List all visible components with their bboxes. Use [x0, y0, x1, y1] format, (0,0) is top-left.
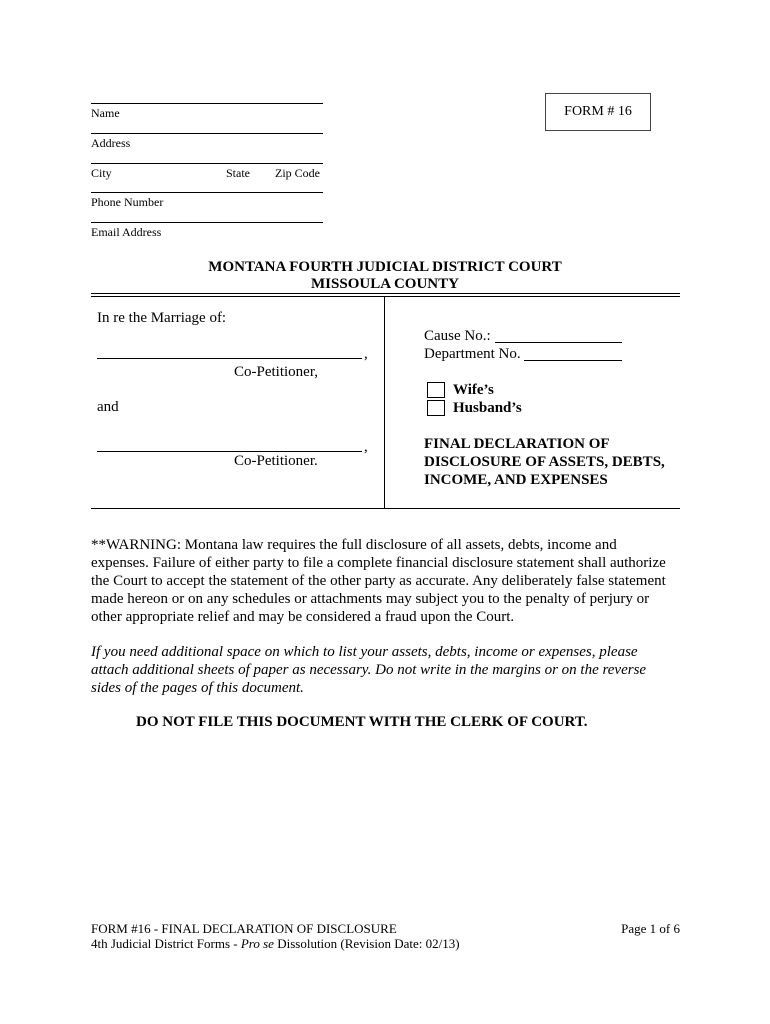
- footer-revision: [91, 936, 460, 951]
- form-number-box: [545, 93, 651, 131]
- copetitioner1-label: Co-Petitioner,: [234, 364, 318, 380]
- cause-no-line[interactable]: [495, 342, 622, 343]
- email-label: Email Address: [91, 225, 162, 239]
- document-title-line3: INCOME, AND EXPENSES: [424, 472, 608, 488]
- footer-page-number: Page 1 of 6: [621, 921, 680, 936]
- comma-2: ,: [364, 439, 368, 455]
- state-label: State: [226, 166, 250, 180]
- footer-revision-italic: Pro se: [240, 936, 274, 951]
- do-not-file-notice: DO NOT FILE THIS DOCUMENT WITH THE CLERK OF COURT.: [136, 714, 588, 730]
- and-label: and: [97, 399, 119, 415]
- name-line[interactable]: [91, 103, 323, 104]
- in-re-label: In re the Marriage of:: [97, 310, 227, 326]
- copetitioner1-line[interactable]: [97, 358, 362, 359]
- instruction-line-3: sides of the pages of this document.: [91, 680, 304, 696]
- email-line[interactable]: [91, 222, 323, 223]
- husband-checkbox[interactable]: [427, 400, 445, 416]
- instruction-line-1: If you need additional space on which to list your assets, debts, income or expenses, please: [91, 644, 638, 660]
- comma-1: ,: [364, 346, 368, 362]
- caption-bottom-rule: [91, 508, 680, 509]
- instruction-paragraph: [91, 643, 681, 697]
- address-line[interactable]: [91, 133, 323, 134]
- phone-label: Phone Number: [91, 195, 164, 209]
- wife-label: Wife’s: [453, 382, 494, 398]
- husband-label: Husband’s: [453, 400, 522, 416]
- footer-revision-post: Dissolution (Revision Date: 02/13): [273, 936, 460, 951]
- court-county: MISSOULA COUNTY: [311, 276, 459, 292]
- caption-top-rule-2: [91, 296, 680, 297]
- name-label: Name: [91, 106, 120, 120]
- caption-divider: [384, 297, 385, 508]
- zip-label: Zip Code: [275, 166, 320, 180]
- warning-line-2: expenses. Failure of either party to file a complete financial disclosure statement shall authorize: [91, 555, 666, 571]
- document-title-line1: FINAL DECLARATION OF: [424, 436, 610, 452]
- city-label: City: [91, 166, 112, 180]
- court-name: MONTANA FOURTH JUDICIAL DISTRICT COURT: [208, 259, 562, 275]
- caption-top-rule: [91, 293, 680, 294]
- department-no-line[interactable]: [524, 360, 622, 361]
- form-number: FORM # 16: [564, 104, 632, 119]
- document-title-line2: DISCLOSURE OF ASSETS, DEBTS,: [424, 454, 665, 470]
- footer-form-title: FORM #16 - FINAL DECLARATION OF DISCLOSURE: [91, 921, 397, 936]
- phone-line[interactable]: [91, 192, 323, 193]
- wife-checkbox[interactable]: [427, 382, 445, 398]
- copetitioner2-line[interactable]: [97, 451, 362, 452]
- warning-paragraph: [91, 536, 681, 626]
- instruction-line-2: attach additional sheets of paper as necessary. Do not write in the margins or on the reverse: [91, 662, 647, 678]
- warning-line-5: other appropriate relief and may be considered a fraud upon the Court.: [91, 609, 515, 625]
- address-label: Address: [91, 136, 131, 150]
- warning-line-3: the Court to accept the statement of the other party as accurate. Any deliberately false statement: [91, 573, 666, 589]
- warning-line-4: made hereon or on any schedules or attachments may subject you to the penalty of perjury or: [91, 591, 650, 607]
- department-no-label: Department No.: [424, 346, 521, 362]
- footer-revision-pre: 4th Judicial District Forms -: [91, 936, 241, 951]
- copetitioner2-label: Co-Petitioner.: [234, 453, 318, 469]
- cause-no-label: Cause No.:: [424, 328, 491, 344]
- warning-line-1: **WARNING: Montana law requires the full disclosure of all assets, debts, income and: [91, 537, 617, 553]
- city-line[interactable]: [91, 163, 323, 164]
